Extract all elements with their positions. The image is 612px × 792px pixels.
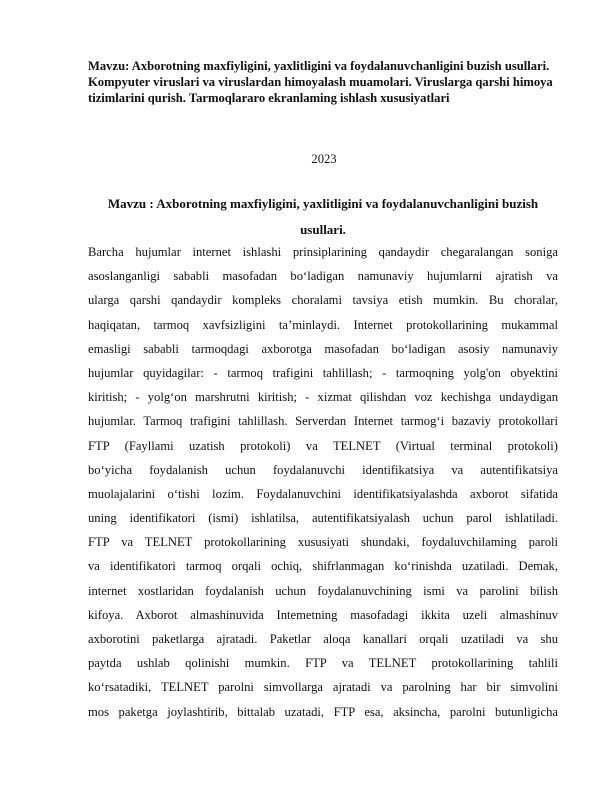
body-line: ko‘rsatadiki, TELNET parolni simvollarga ajratadi va parolning har bir simvolini: [88, 680, 558, 695]
body-line: va identifikatori tarmoq orqali ochiq, shifrlanmagan ko‘rinishda uzatiladi. Demak,: [88, 559, 558, 574]
body-line: ularga qarshi qandaydir kompleks choralami tavsiya etish mumkin. Bu choralar,: [88, 293, 558, 308]
body-line: FTP (Fayllami uzatish protokoli) va TELNET (Virtual terminal protokoli): [88, 438, 558, 453]
body-line: paytda ushlab qolinishi mumkin. FTP va TELNET protokollarining tahlili: [88, 656, 558, 671]
body-text: [88, 240, 558, 724]
body-line: Barcha hujumlar internet ishlashi prinsiplarining qandaydir chegaralangan soniga: [88, 245, 558, 259]
body-line: kifoya. Axborot almashinuvida Intemetning masofadagi ikkita uzeli almashinuv: [88, 607, 558, 622]
body-line: hujumlar. Tarmoq trafigini tahlillash. Serverdan Internet tarmog‘i bazaviy protokollari: [88, 414, 558, 429]
body-line: axborotini paketlarga ajratadi. Paketlar aloqa kanallari orqali uzatiladi va shu: [88, 632, 558, 646]
body-line: FTP va TELNET protokollarining xususiyati shundaki, foydaluvchilaming paroli: [88, 535, 558, 550]
document-year: 2023: [311, 152, 337, 166]
body-line: asoslanganligi sababli masofadan bo‘ladigan namunaviy hujumlarni ajratish va: [88, 269, 558, 284]
section-title: Mavzu : Axborotning maxfiyligini, yaxlitligini va foydalanuvchanligini buzish usullari.: [107, 196, 539, 237]
body-line: kiritish; - yolg‘on marshrutni kiritish; - xizmat qilishdan voz kechishga undaydigan: [88, 390, 558, 405]
body-line: haqiqatan, tarmoq xavfsizligini ta’minlaydi. Internet protokollarining mukammal: [88, 317, 558, 332]
body-line: emasligi sababli tarmoqdagi axborotga masofadan bo‘ladigan asosiy namunaviy: [88, 341, 558, 356]
document-heading: Mavzu: Axborotning maxfiyligini, yaxlitligini va foydalanuvchanligini buzish usullari. Kompyuter viruslari va viruslardan himoyalash muamolari. Viruslarga qarshi himoya tizimlarini qurish. Tarmoqlararo ekranlaming ishlash xususiyatlari: [88, 59, 553, 105]
body-line: muolajalarini o‘tishi lozim. Foydalanuvchini identifikatsiyalashda axborot sifatida: [88, 486, 558, 501]
body-line: internet xostlaridan foydalanish uchun foydalanuvchining ismi va parolini bilish: [88, 583, 558, 598]
body-line: uning identifikatori (ismi) ishlatilsa, autentifikatsiyalash uchun parol ishlatiladi.: [88, 511, 558, 526]
body-line: mos paketga joylashtirib, bittalab uzatadi, FTP esa, aksincha, parolni butunligicha: [88, 704, 558, 719]
body-line: hujumlar quyidagilar: - tarmoq trafigini tahlillash; - tarmoqning yolg'on obyektini: [88, 365, 558, 380]
body-line: bo‘yicha foydalanish uchun foydalanuvchi identifikatsiya va autentifikatsiya: [88, 462, 558, 477]
